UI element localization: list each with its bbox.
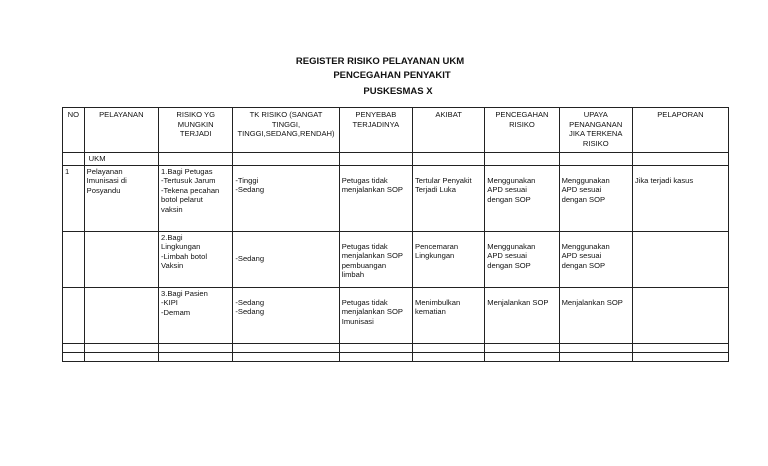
cell-pencegahan: Menggunakan APD sesuai dengan SOP: [485, 165, 559, 231]
cell-pelaporan: [632, 287, 728, 343]
cell-no: [63, 231, 85, 287]
cell-penyebab: Petugas tidak menjalankan SOP pembuangan limbah: [339, 231, 412, 287]
cell-tk-risiko: -Sedang: [233, 231, 339, 287]
header-risiko: RISIKO YG MUNGKIN TERJADI: [159, 108, 233, 153]
register-title: REGISTER RISIKO PELAYANAN UKM: [295, 56, 465, 67]
section-row: [63, 153, 729, 166]
risk-register-table: [62, 107, 729, 362]
header-penyebab: PENYEBAB TERJADINYA: [339, 108, 412, 153]
table-row: [63, 165, 729, 231]
cell-pelayanan: [84, 287, 158, 343]
cell-risiko: 1.Bagi Petugas -Tertusuk Jarum -Tekena pecahan botol pelarut vaksin: [159, 165, 233, 231]
header-pencegahan: PENCEGAHAN RISIKO: [485, 108, 559, 153]
cell-upaya: Menjalankan SOP: [559, 287, 632, 343]
cell-tk-risiko: -Sedang -Sedang: [233, 287, 339, 343]
header-no: NO: [63, 108, 85, 153]
table-row: [63, 231, 729, 287]
header-pelaporan: PELAPORAN: [632, 108, 728, 153]
empty-row: [63, 352, 729, 361]
cell-upaya: Menggunakan APD sesuai dengan SOP: [559, 165, 632, 231]
header-akibat: AKIBAT: [413, 108, 485, 153]
cell-risiko: 3.Bagi Pasien -KIPI -Demam: [159, 287, 233, 343]
section-label: UKM: [84, 153, 158, 166]
cell-pencegahan: Menggunakan APD sesuai dengan SOP: [485, 231, 559, 287]
puskesmas-name: PUSKESMAS X: [363, 86, 433, 97]
empty-row: [63, 343, 729, 352]
cell-penyebab: Petugas tidak menjalankan SOP Imunisasi: [339, 287, 412, 343]
register-subtitle: PENCEGAHAN PENYAKIT: [333, 70, 451, 81]
cell-no: 1: [63, 165, 85, 231]
cell-pelaporan: Jika terjadi kasus: [632, 165, 728, 231]
cell-akibat: Pencemaran Lingkungan: [413, 231, 485, 287]
cell-pelaporan: [632, 231, 728, 287]
cell-akibat: Menimbulkan kematian: [413, 287, 485, 343]
header-row: [63, 108, 729, 153]
cell-pencegahan: Menjalankan SOP: [485, 287, 559, 343]
cell-penyebab: Petugas tidak menjalankan SOP: [339, 165, 412, 231]
cell-pelayanan: [84, 231, 158, 287]
table-row: [63, 287, 729, 343]
header-pelayanan: PELAYANAN: [84, 108, 158, 153]
cell-risiko: 2.Bagi Lingkungan -Limbah botol Vaksin: [159, 231, 233, 287]
header-tk-risiko: TK RISIKO (SANGAT TINGGI, TINGGI,SEDANG,RENDAH): [233, 108, 339, 153]
cell-upaya: Menggunakan APD sesuai dengan SOP: [559, 231, 632, 287]
header-upaya: UPAYA PENANGANAN JIKA TERKENA RISIKO: [559, 108, 632, 153]
cell-tk-risiko: -Tinggi -Sedang: [233, 165, 339, 231]
cell-akibat: Tertular Penyakit Terjadi Luka: [413, 165, 485, 231]
cell-no: [63, 287, 85, 343]
cell-pelayanan: Pelayanan Imunisasi di Posyandu: [84, 165, 158, 231]
